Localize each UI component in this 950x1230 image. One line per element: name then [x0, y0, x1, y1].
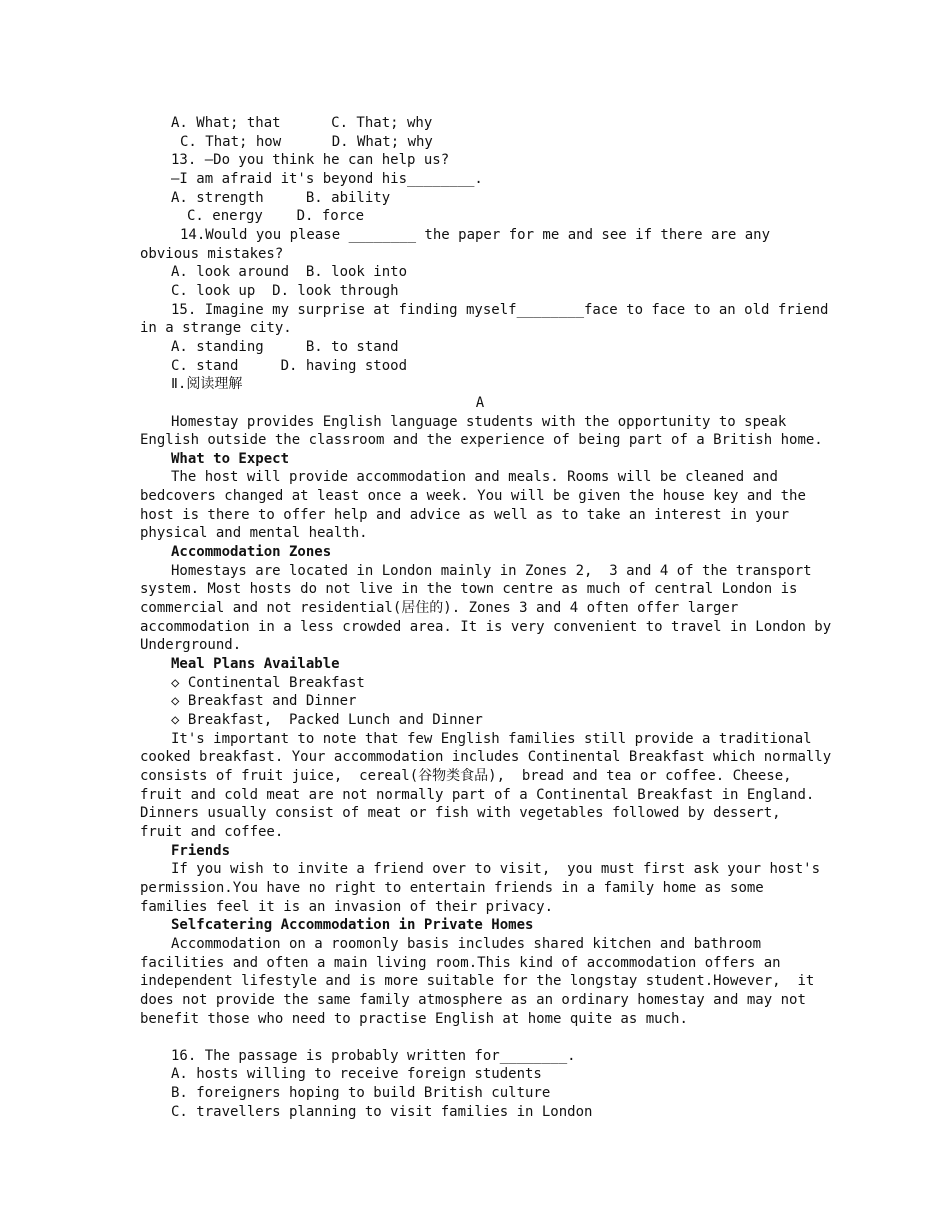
text-line: Ⅱ.阅读理解 [171, 376, 243, 393]
text-line: C. That; how D. What; why [180, 133, 433, 150]
text-line: A. strength B. ability [171, 189, 391, 206]
text-line: Homestays are located in London mainly in Zones 2, 3 and 4 of the transport [171, 562, 812, 579]
text-line: families feel it is an invasion of their privacy. [140, 898, 554, 915]
text-line: ◇ Breakfast, Packed Lunch and Dinner [171, 712, 483, 728]
text-line: consists of fruit juice, cereal(谷物类食品), bread and tea or coffee. Cheese, [140, 767, 792, 784]
text-line: A. What; that C. That; why [171, 115, 433, 131]
text-line: C. look up D. look through [171, 282, 399, 299]
section-heading: Selfcatering Accommodation in Private Homes [171, 917, 534, 934]
text-line: physical and mental health. [140, 525, 368, 542]
text-line: accommodation in a less crowded area. It is very convenient to travel in London by [140, 618, 832, 635]
text-line: Underground. [140, 637, 242, 654]
text-line: 14.Would you please ________ the paper for me and see if there are any [180, 226, 771, 243]
text-line: Accommodation on a roomonly basis includes shared kitchen and bathroom [171, 935, 762, 952]
text-line: Homestay provides English language students with the opportunity to speak [171, 413, 787, 430]
text-line: —I am afraid it's beyond his________. [171, 170, 483, 187]
text-line: 13. —Do you think he can help us? [171, 152, 450, 169]
text-line: in a strange city. [140, 320, 292, 337]
section-heading: Friends [171, 842, 231, 859]
text-line: C. stand D. having stood [171, 357, 408, 374]
text-line: benefit those who need to practise English at home quite as much. [140, 1010, 688, 1027]
text-line: 15. Imagine my surprise at finding myself________face to face to an old friend [171, 301, 829, 318]
text-line: C. energy D. force [187, 208, 365, 225]
text-line: English outside the classroom and the experience of being part of a British home. [140, 432, 823, 449]
text-line: ◇ Continental Breakfast [171, 674, 365, 691]
text-line: Dinners usually consist of meat or fish with vegetables followed by dessert, [140, 805, 781, 822]
text-line: commercial and not residential(居住的). Zones 3 and 4 often offer larger [140, 600, 739, 617]
text-line: does not provide the same family atmosphere as an ordinary homestay and may not [140, 991, 806, 1008]
text-line: B. foreigners hoping to build British culture [171, 1085, 551, 1102]
text-line: ◇ Breakfast and Dinner [171, 693, 357, 710]
text-line: A [475, 394, 485, 411]
section-heading: Accommodation Zones [171, 544, 332, 561]
text-line: If you wish to invite a friend over to visit, you must first ask your host's [171, 861, 821, 878]
text-line: A. standing B. to stand [171, 338, 399, 355]
text-line: A. look around B. look into [171, 264, 408, 281]
text-line [140, 1028, 820, 1047]
section-heading: What to Expect [171, 450, 290, 467]
text-line: facilities and often a main living room.This kind of accommodation offers an [140, 954, 781, 971]
document-body [140, 114, 832, 1121]
text-line: The host will provide accommodation and meals. Rooms will be cleaned and [171, 469, 778, 486]
text-line: fruit and cold meat are not normally part of a Continental Breakfast in England. [140, 786, 815, 803]
text-line: C. travellers planning to visit families in London [171, 1103, 593, 1120]
section-heading: Meal Plans Available [171, 656, 340, 673]
text-line: 16. The passage is probably written for________. [171, 1047, 576, 1064]
text-line: bedcovers changed at least once a week. You will be given the house key and the [140, 488, 806, 505]
text-line: permission.You have no right to entertain friends in a family home as some [140, 879, 764, 896]
text-line: fruit and coffee. [140, 823, 284, 840]
text-line: It's important to note that few English families still provide a traditional [171, 730, 812, 747]
text-line: A. hosts willing to receive foreign students [171, 1066, 542, 1083]
text-line: obvious mistakes? [140, 245, 284, 262]
text-line: cooked breakfast. Your accommodation includes Continental Breakfast which normally [140, 749, 832, 766]
text-line: system. Most hosts do not live in the town centre as much of central London is [140, 581, 798, 598]
text-line: host is there to offer help and advice as well as to take an interest in your [140, 506, 790, 523]
text-line: independent lifestyle and is more suitable for the longstay student.However, it [140, 973, 815, 990]
